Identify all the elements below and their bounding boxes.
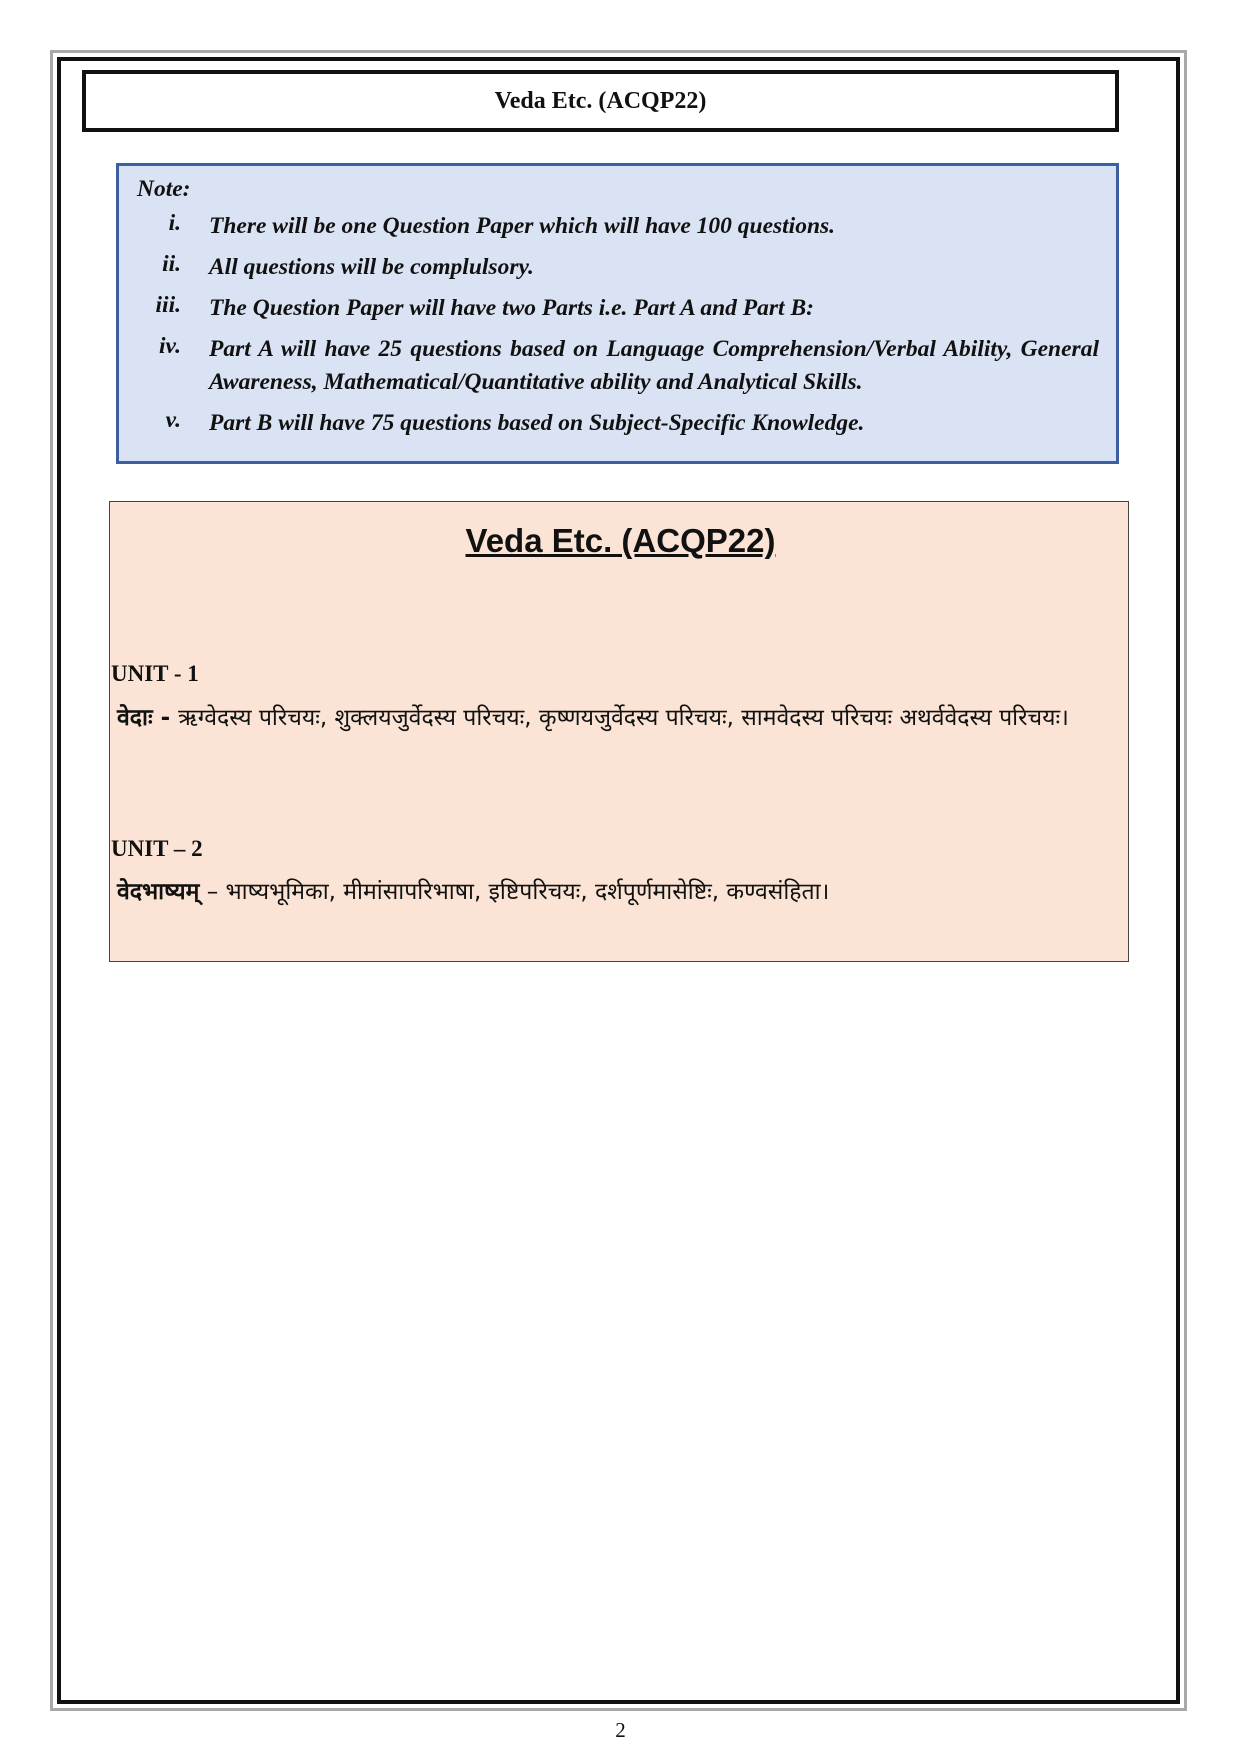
note-item-text: There will be one Question Paper which will have 100 questions.	[209, 213, 836, 239]
unit-body	[117, 871, 1117, 913]
unit-heading: UNIT - 1	[111, 661, 199, 686]
note-item-number: i.	[168, 210, 181, 236]
unit-lead: वेदभाष्यम्	[117, 879, 200, 905]
page-header	[82, 70, 1119, 132]
header-title: Veda Etc. (ACQP22)	[494, 87, 707, 114]
note-item-number: ii.	[162, 251, 181, 277]
note-item-number: iv.	[159, 333, 181, 359]
note-label: Note:	[137, 176, 191, 202]
page-number: 2	[615, 1718, 626, 1742]
unit-text: ऋग्वेदस्य परिचयः, शुक्लयजुर्वेदस्य परिचयः, कृष्णयजुर्वेदस्य परिचयः, सामवेदस्य परिचयः अथर्ववेदस्य परिचयः।	[178, 705, 1069, 731]
note-item-text: All questions will be complulsory.	[209, 254, 534, 280]
unit-body	[117, 697, 1117, 739]
unit-heading: UNIT – 2	[111, 836, 203, 861]
note-item-text: The Question Paper will have two Parts i.e. Part A and Part B:	[209, 295, 814, 321]
note-item-number: iii.	[155, 292, 181, 318]
syllabus-title: Veda Etc. (ACQP22)	[465, 522, 776, 559]
note-item-text: Part A will have 25 questions based on Language Comprehension/Verbal Ability, General Awareness, Mathematical/Quantitative ability and Analytical Skills.	[209, 336, 1099, 395]
note-box	[116, 163, 1119, 464]
note-item-text: Part B will have 75 questions based on Subject-Specific Knowledge.	[209, 410, 865, 436]
note-item-number: v.	[165, 407, 181, 433]
unit-text: – भाष्यभूमिका, मीमांसापरिभाषा, इष्टिपरिचयः, दर्शपूर्णमासेष्टिः, कण्वसंहिता।	[199, 879, 830, 905]
unit-lead: वेदाः -	[117, 705, 179, 731]
